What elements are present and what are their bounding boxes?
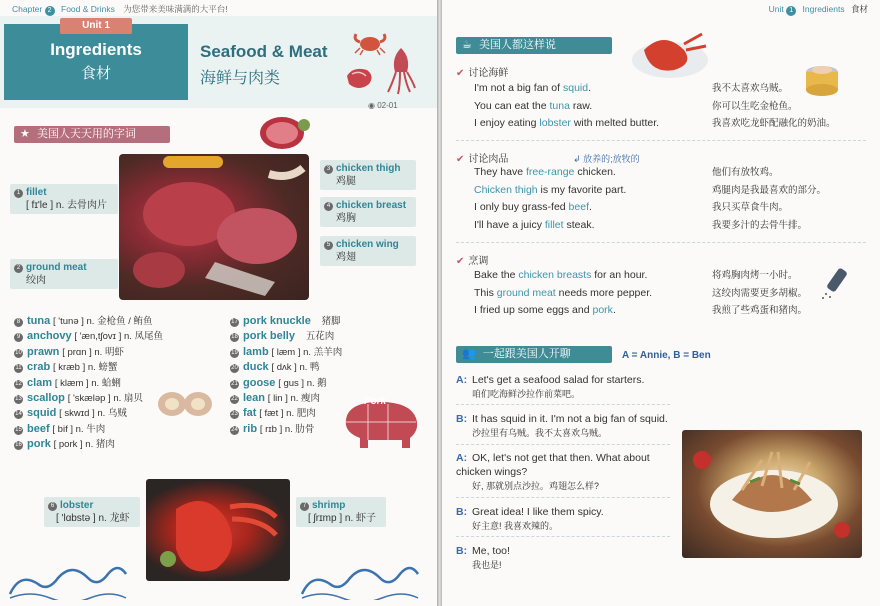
phrases-section-header [456, 37, 612, 54]
lobster-photo-art [146, 479, 290, 581]
phrase-line [474, 217, 626, 235]
cup-icon: ☕ [462, 39, 472, 51]
dialogue-line [456, 544, 678, 572]
right-header [442, 0, 880, 16]
callout-definition: 绞肉 [26, 275, 46, 286]
callout-definition: 鸡腿 [336, 176, 356, 187]
conversation-section-title: 一起跟美国人开聊 [482, 348, 571, 360]
vocab-item [14, 329, 163, 344]
vocab-word: duck [243, 361, 269, 374]
callout-chicken-breast [320, 197, 416, 227]
phrase-text: needs more pepper. [555, 286, 653, 299]
unit-box [4, 20, 188, 100]
vocab-number: 15 [15, 426, 22, 433]
divider [456, 444, 670, 445]
star-icon: ★ [20, 128, 30, 140]
callout-word: ground meat [26, 262, 87, 273]
vocab-definition: [ pork ] n. 猪肉 [53, 439, 115, 451]
speaker-tag: B: [456, 413, 468, 425]
vocab-definition: [ kræb ] n. 螃蟹 [53, 362, 118, 374]
topic-meat [456, 150, 508, 165]
vocab-number: 16 [15, 442, 22, 449]
vocab-word: prawn [27, 345, 60, 358]
dialogue-english: Me, too! [472, 545, 510, 557]
vocab-definition: [ prɑn ] n. 明虾 [62, 346, 124, 358]
meat-photo-art [119, 154, 309, 300]
vocab-number: 22 [231, 396, 238, 403]
callout-ground-meat [10, 259, 118, 289]
phrase-translation: 我煎了些鸡蛋和猪肉。 [712, 305, 808, 316]
squid-icon [384, 46, 418, 96]
unit-number-badge: 1 [786, 6, 796, 16]
phrase-keyword: Chicken thigh [474, 183, 538, 196]
vocab-word: lamb [243, 345, 269, 358]
callout-word: chicken wing [336, 239, 399, 250]
people-icon: 👥 [462, 348, 476, 360]
check-icon: ✔ [456, 68, 465, 79]
phrase-text: . [588, 82, 592, 94]
vocab-number: 9 [14, 333, 23, 342]
phrase-keyword: free-range [525, 166, 575, 178]
unit-tab: Unit 1 [60, 18, 132, 34]
topic-meat-translations [712, 164, 826, 234]
topic-cooking [456, 252, 488, 267]
dialogue-english: Great idea! I like them spicy. [472, 506, 604, 518]
vocab-item [14, 376, 163, 391]
vocab-word: scallop [27, 392, 65, 405]
vocab-item [14, 406, 163, 421]
dialogue-chinese: 好, 那就别点沙拉。鸡翅怎么样? [472, 481, 600, 491]
callout-number: 6 [48, 502, 57, 511]
vocab-definition: [ dʌk ] n. 鸭 [271, 362, 320, 374]
topic-title: 烹调 [468, 256, 489, 267]
track-number: 02-01 [377, 101, 398, 110]
ham-icon [258, 111, 314, 153]
vocab-list-left [14, 314, 163, 453]
callout-definition: 鸡翅 [336, 252, 356, 263]
callout-lobster [44, 497, 140, 527]
vocab-word: goose [243, 376, 276, 389]
dialogue-english: Let's get a seafood salad for starters. [472, 374, 645, 386]
topic-title-zh: 海鲜与肉类 [200, 70, 281, 87]
speaker-legend: A = Annie, B = Ben [622, 350, 711, 361]
speaker-tag: A: [456, 374, 468, 386]
speaker-tag: B: [456, 545, 468, 557]
phrase-line [474, 267, 652, 285]
topic-cooking-lines [474, 267, 652, 320]
tagline: 为您带来美味满满的大平台! [123, 4, 228, 14]
section-label: Food & Drinks [61, 4, 115, 14]
vocab-definition: [ rɪb ] n. 肋骨 [259, 423, 315, 435]
vocab-item [14, 391, 163, 406]
lobster-plate-icon [630, 26, 710, 80]
phrase-keyword: squid [562, 82, 589, 94]
phrase-text: chicken. [574, 166, 616, 178]
vocab-number: 20 [231, 365, 238, 372]
vocab-word: crab [27, 361, 51, 374]
audio-icon: ◉ [368, 101, 375, 110]
topic-title-en: Seafood & Meat [200, 42, 328, 61]
vocab-definition: [ bif ] n. 牛肉 [52, 423, 106, 435]
dialogue-chinese: 沙拉里有乌贼。我不太喜欢乌贼。 [472, 428, 608, 438]
vocab-definition: [ lin ] n. 瘦肉 [267, 393, 321, 405]
phrase-text: steak. [563, 218, 595, 231]
vocab-word: pork [27, 438, 51, 451]
phrase-line [474, 115, 659, 133]
conversation-section-header [456, 346, 612, 363]
vocab-number: 11 [15, 365, 22, 372]
salad-photo-art [682, 430, 862, 558]
phrase-text: I enjoy eating [474, 117, 540, 129]
phrase-text: I fried up some eggs and [474, 304, 593, 316]
dialogue-line [456, 412, 696, 440]
callout-word: fillet [26, 187, 47, 198]
arrow-icon: ↲ [573, 154, 581, 164]
lobster-photo [146, 479, 290, 581]
vocab-note-text: 放养的;放牧的 [583, 154, 640, 164]
callout-fillet [10, 184, 118, 214]
vocab-definition: [ 'skæləp ] n. 扇贝 [67, 393, 143, 405]
phrase-keyword: ground meat [496, 286, 556, 299]
vocab-word: pork belly [243, 330, 295, 343]
vocab-item [230, 406, 342, 421]
dialogue-line [456, 373, 696, 401]
callout-word: shrimp [312, 500, 346, 511]
wave-decoration-right [300, 564, 420, 600]
unit-title-zh: 食材 [80, 65, 111, 82]
speaker-tag: A: [456, 452, 468, 464]
phrase-text: They have [474, 166, 526, 178]
vocab-word: tuna [27, 315, 51, 327]
right-page [442, 0, 880, 606]
topic-title: 讨论肉品 [468, 154, 509, 165]
phrase-translation: 他们有放牧鸡。 [712, 167, 779, 178]
vocab-item [230, 314, 342, 329]
vocab-definition: [ læm ] n. 羔羊肉 [271, 346, 343, 358]
phrase-text: I'll have a juicy [474, 218, 545, 231]
vocab-item [14, 360, 163, 375]
topic-title: 讨论海鲜 [468, 68, 509, 79]
vocab-definition: [ fæt ] n. 肥肉 [259, 408, 316, 420]
phrase-line [474, 285, 652, 303]
check-icon: ✔ [456, 154, 465, 165]
vocab-number: 21 [231, 380, 238, 387]
phrase-text: is my favorite part. [537, 183, 627, 196]
salad-photo [682, 430, 862, 558]
vocab-number: 8 [14, 318, 23, 327]
audio-track[interactable] [368, 101, 398, 110]
topic-seafood-translations [712, 80, 836, 133]
pork-label: Pork [364, 396, 387, 407]
meat-photo [119, 154, 309, 300]
phrase-text: raw. [569, 99, 593, 112]
dialogue-chinese: 好主意! 我喜欢辣的。 [472, 521, 559, 531]
vocab-number: 18 [231, 334, 238, 341]
phrase-keyword: lobster [539, 117, 571, 129]
wave-decoration-left [8, 564, 128, 600]
topic-cooking-translations [712, 267, 807, 320]
vocab-number: 10 [15, 349, 22, 356]
phrase-line [474, 199, 626, 217]
vocab-definition: [ klæm ] n. 蛤蜊 [54, 377, 121, 389]
phrase-text: for an hour. [591, 269, 648, 281]
vocab-definition: 五花肉 [305, 331, 335, 343]
phrase-text: . [588, 201, 592, 213]
divider [456, 242, 866, 243]
dialogue-english: It has squid in it. I'm not a big fan of squid. [472, 413, 668, 425]
vocab-section-header [14, 126, 170, 143]
dialogue-line [456, 451, 678, 493]
vocab-word: clam [27, 376, 53, 389]
left-header [0, 0, 437, 16]
vocab-item [14, 345, 163, 360]
phrase-line [474, 182, 626, 200]
phrase-keyword: chicken breasts [518, 269, 592, 281]
vocab-item [230, 329, 342, 344]
callout-word: chicken breast [336, 200, 407, 211]
callout-number: 7 [300, 502, 309, 511]
callout-definition: 鸡胸 [336, 213, 356, 224]
phrase-translation: 我要多汁的去骨牛排。 [712, 219, 808, 231]
callout-word: chicken thigh [336, 163, 401, 174]
unit-label: Unit [768, 4, 784, 14]
left-page [0, 0, 437, 606]
vocab-item [14, 422, 163, 437]
vocab-number: 23 [231, 411, 238, 418]
vocab-number: 24 [231, 426, 238, 433]
phrase-translation: 你可以生吃金枪鱼。 [712, 100, 798, 112]
phrase-keyword: tuna [549, 99, 570, 112]
phrase-line [474, 164, 626, 182]
callout-definition: [ fɪ'le ] n. 去骨肉片 [26, 200, 108, 211]
phrase-translation: 鸡腿肉是我最喜欢的部分。 [712, 184, 827, 196]
phrase-text: You can eat the [474, 99, 550, 112]
callout-chicken-wing [320, 236, 416, 266]
vocab-definition: [ skwɪd ] n. 乌贼 [59, 408, 127, 420]
phrase-text: This [474, 286, 497, 299]
unit-title-en: Ingredients [50, 40, 142, 59]
divider [456, 497, 670, 498]
unit-title: Ingredients [802, 4, 845, 14]
meat-cut-icon [344, 64, 374, 92]
callout-definition: [ 'lɑbstə ] n. 龙虾 [56, 513, 130, 524]
chapter-number-badge: 2 [45, 6, 55, 16]
scallop-icon [156, 386, 214, 420]
divider [456, 536, 670, 537]
vocab-definition: 猪脚 [321, 316, 341, 327]
crab-icon [352, 28, 388, 56]
speaker-tag: B: [456, 506, 468, 518]
callout-chicken-thigh [320, 160, 416, 190]
callout-number: 1 [14, 189, 23, 198]
vocab-word: pork knuckle [243, 315, 311, 327]
phrase-text: I'm not a big fan of [474, 82, 563, 94]
phrases-section-title: 美国人都这样说 [478, 39, 556, 51]
vocab-item [230, 391, 342, 406]
phrase-keyword: fillet [544, 218, 564, 231]
vocab-number: 14 [15, 411, 22, 418]
vocab-word: rib [243, 422, 258, 435]
phrase-text: I only buy grass-fed [474, 201, 569, 213]
vocab-word: lean [243, 392, 266, 405]
phrase-text: . [612, 304, 616, 316]
vocab-word: anchovy [27, 330, 72, 343]
phrase-line [474, 80, 659, 98]
dialogue-english: OK, let's not get that then. What about chicken wings? [456, 452, 650, 478]
phrase-translation: 将鸡胸肉烤一小时。 [712, 270, 798, 281]
phrase-line [474, 302, 652, 320]
callout-shrimp [296, 497, 386, 527]
pepper-grinder-icon [818, 266, 854, 300]
phrase-text: Bake the [474, 269, 519, 281]
phrase-keyword: beef [568, 201, 589, 213]
callout-word: lobster [60, 500, 94, 511]
vocab-number: 12 [15, 380, 22, 387]
divider [456, 404, 670, 405]
phrase-line [474, 98, 659, 116]
callout-number: 5 [324, 241, 333, 250]
phrase-translation: 我只买草食牛肉。 [712, 202, 789, 213]
topic-seafood-lines [474, 80, 659, 133]
vocab-word: beef [27, 422, 50, 435]
vocab-item [230, 376, 342, 391]
dialogue-chinese: 咱们吃海鲜沙拉作前菜吧。 [472, 389, 581, 399]
vocab-definition: [ gus ] n. 鹅 [278, 377, 327, 389]
callout-number: 2 [14, 264, 23, 273]
phrase-translation: 我不太喜欢乌贼。 [712, 83, 789, 94]
topic-seafood [456, 64, 508, 79]
phrase-text: with melted butter. [570, 117, 660, 129]
phrase-translation: 我喜欢吃龙虾配融化的奶油。 [712, 118, 836, 129]
vocab-item [230, 422, 342, 437]
phrase-translation: 这绞肉需要更多胡椒。 [712, 287, 808, 299]
divider [456, 140, 866, 141]
phrase-keyword: pork [592, 304, 613, 316]
vocab-number: 17 [231, 319, 238, 325]
vocab-item [230, 345, 342, 360]
callout-definition: [ ʃrɪmp ] n. 虾子 [308, 513, 377, 524]
vocab-number: 19 [231, 349, 238, 356]
vocab-definition: [ 'tunə ] n. 金枪鱼 / 鲔鱼 [53, 316, 153, 327]
unit-title-zh: 食材 [850, 4, 868, 14]
vocab-item [14, 437, 163, 452]
dialogue-line [456, 505, 678, 533]
callout-number: 3 [324, 165, 333, 174]
unit-banner [0, 16, 437, 108]
vocab-section-title: 美国人天天用的字词 [36, 128, 136, 140]
vocab-item [14, 314, 163, 329]
callout-number: 4 [324, 202, 333, 211]
check-icon: ✔ [456, 256, 465, 267]
chapter-label: Chapter [12, 4, 43, 14]
vocab-list-right [230, 314, 342, 437]
vocab-item [230, 360, 342, 375]
dialogue-chinese: 我也是! [472, 560, 502, 570]
vocab-word: squid [27, 407, 57, 420]
vocab-definition: [ 'æn,tʃovɪ ] n. 凤尾鱼 [74, 331, 164, 343]
vocab-word: fat [243, 407, 257, 420]
vocab-number: 13 [15, 396, 22, 403]
topic-meat-lines [474, 164, 626, 234]
